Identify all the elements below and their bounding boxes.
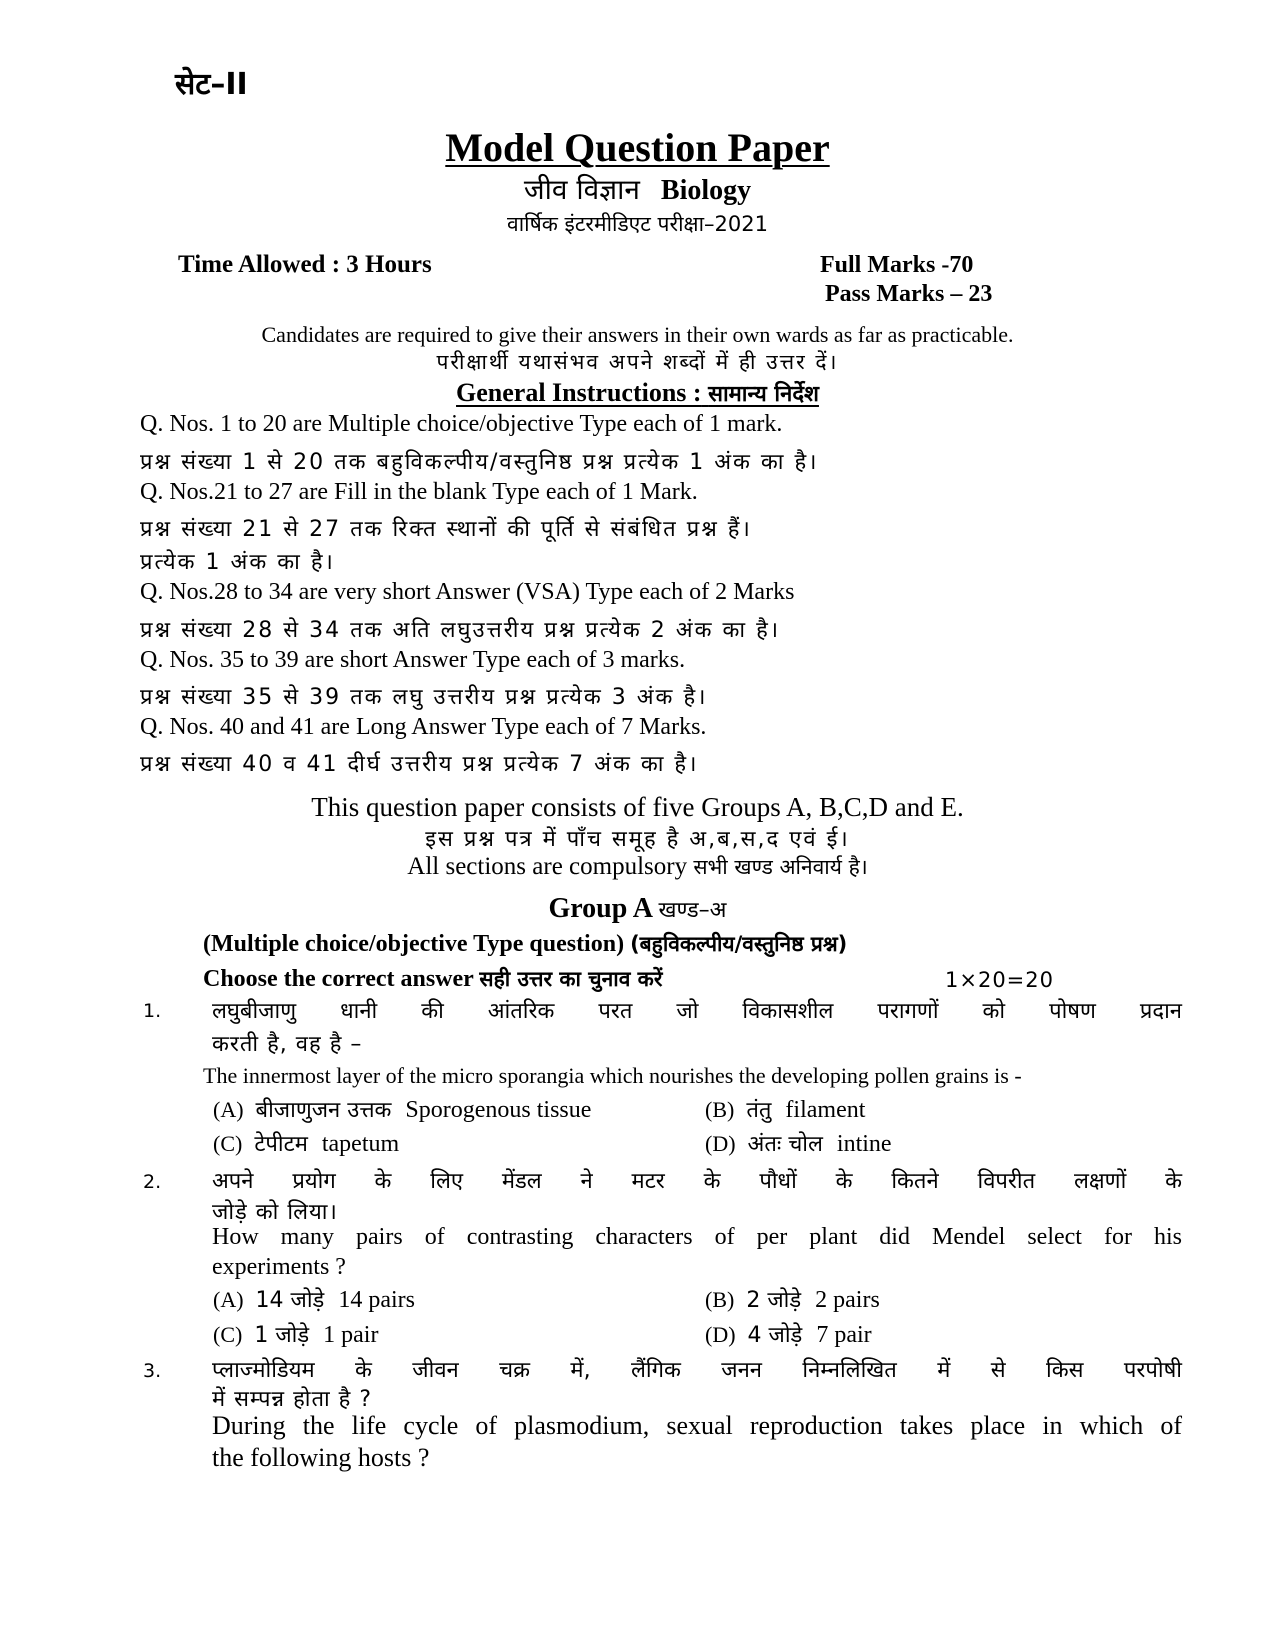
question-text-english: During the life cycle of plasmodium, sexual reproduction takes place in which of [212, 1411, 1182, 1440]
option-english: 14 pairs [338, 1287, 415, 1313]
option-label: (C) [213, 1322, 243, 1347]
question-number: 1. [143, 1000, 162, 1022]
instruction-line: Q. Nos. 40 and 41 are Long Answer Type each of 7 Marks. [140, 714, 707, 740]
time-allowed: Time Allowed : 3 Hours [178, 251, 432, 278]
group-a-type [203, 930, 847, 958]
group-a-english: Group A [548, 893, 652, 924]
option [705, 1128, 892, 1158]
option [705, 1284, 880, 1314]
option-hindi: तंतु [746, 1098, 772, 1123]
groups-hindi: इस प्रश्न पत्र में पाँच समूह है अ,ब,स,द एवं ई। [425, 827, 850, 852]
choose-english: Choose the correct answer [203, 966, 474, 992]
question-number: 3. [143, 1360, 162, 1382]
group-a-type-english: (Multiple choice/objective Type question) [203, 931, 625, 957]
group-a-choose [203, 965, 662, 993]
question-text-hindi: लघुबीजाणु धानी की आंतरिक परत जो विकासशील परागणों को पोषण प्रदान [212, 999, 1182, 1024]
option [705, 1094, 865, 1124]
instruction-line: Q. Nos. 1 to 20 are Multiple choice/objective Type each of 1 mark. [140, 411, 783, 437]
subject-hindi: जीव विज्ञान [523, 173, 640, 206]
instructions-heading [0, 378, 1275, 408]
question-text-hindi: अपने प्रयोग के लिए मेंडल ने मटर के पौधों के कितने विपरीत लक्षणों के [212, 1169, 1182, 1194]
option [705, 1319, 872, 1349]
option-english: 7 pair [816, 1322, 872, 1348]
instruction-line: Q. Nos. 35 to 39 are short Answer Type each of 3 marks. [140, 647, 686, 673]
option-label: (D) [705, 1322, 736, 1347]
question-number: 2. [143, 1171, 162, 1193]
option-hindi: 14 जोड़े [255, 1288, 325, 1313]
option-label: (D) [705, 1131, 736, 1156]
question-text-hindi: जोड़े को लिया। [212, 1200, 338, 1225]
option-hindi: 2 जोड़े [746, 1288, 802, 1313]
page-title [0, 124, 1275, 171]
question-text-hindi: प्लाज्मोडियम के जीवन चक्र में, लैंगिक जनन निम्नलिखित में से किस परपोषी [212, 1358, 1182, 1383]
question-text-english: How many pairs of contrasting characters of per plant did Mendel select for his [212, 1224, 1182, 1250]
option-hindi: अंतः चोल [747, 1132, 823, 1157]
compulsory-line [0, 853, 1275, 881]
option-hindi: बीजाणुजन उत्तक [255, 1098, 392, 1123]
option-english: 2 pairs [815, 1287, 880, 1313]
set-label: सेट–II [175, 67, 248, 102]
option-english: Sporogenous tissue [405, 1097, 592, 1123]
option-hindi: 4 जोड़े [747, 1323, 803, 1348]
question-text-english: The innermost layer of the micro sporangia which nourishes the developing pollen grains is - [203, 1063, 1022, 1088]
group-a-marks: 1×20=20 [945, 968, 1054, 992]
option-hindi: टेपीटम [254, 1132, 308, 1157]
compulsory-english: All sections are compulsory [407, 853, 688, 880]
page-title-text: Model Question Paper [445, 125, 830, 170]
choose-hindi: सही उत्तर का चुनाव करें [479, 967, 663, 991]
instructions-heading-english: General Instructions : [456, 378, 702, 407]
subject-english: Biology [660, 175, 752, 206]
instruction-line: प्रश्न संख्या 28 से 34 तक अति लघुउत्तरीय प्रश्न प्रत्येक 2 अंक का है। [140, 618, 781, 643]
question-text-english: the following hosts ? [212, 1443, 430, 1472]
pass-marks: Pass Marks – 23 [825, 281, 993, 307]
option-hindi: 1 जोड़े [254, 1323, 310, 1348]
instruction-line: Q. Nos.28 to 34 are very short Answer (VSA) Type each of 2 Marks [140, 579, 795, 605]
option-english: intine [836, 1131, 892, 1157]
question-text-hindi: करती है, वह है – [212, 1032, 363, 1057]
instruction-line: प्रत्येक 1 अंक का है। [140, 550, 335, 575]
subject-line [0, 170, 1275, 208]
group-a-hindi: खण्ड–अ [658, 898, 727, 923]
exam-name: वार्षिक इंटरमीडिएट परीक्षा–2021 [507, 212, 768, 236]
note-hindi: परीक्षार्थी यथासंभव अपने शब्दों में ही उत्तर दें। [436, 350, 839, 374]
option-label: (B) [705, 1097, 735, 1122]
option-label: (C) [213, 1131, 243, 1156]
option-label: (A) [213, 1287, 244, 1312]
option-label: (B) [705, 1287, 735, 1312]
group-a-type-hindi: (बहुविकल्पीय/वस्तुनिष्ठ प्रश्न) [630, 932, 848, 956]
option [213, 1284, 415, 1314]
instructions-heading-hindi: सामान्य निर्देश [708, 382, 819, 407]
groups-english: This question paper consists of five Groups A, B,C,D and E. [311, 792, 964, 822]
option-english: filament [785, 1097, 866, 1123]
option-english: 1 pair [323, 1322, 379, 1348]
compulsory-hindi: सभी खण्ड अनिवार्य है। [693, 855, 868, 879]
instruction-line: प्रश्न संख्या 1 से 20 तक बहुविकल्पीय/वस्तुनिष्ठ प्रश्न प्रत्येक 1 अंक का है। [140, 450, 819, 475]
full-marks: Full Marks -70 [820, 252, 974, 278]
instruction-line: प्रश्न संख्या 40 व 41 दीर्घ उत्तरीय प्रश्न प्रत्येक 7 अंक का है। [140, 752, 699, 777]
option-english: tapetum [321, 1131, 400, 1157]
instruction-line: Q. Nos.21 to 27 are Fill in the blank Type each of 1 Mark. [140, 479, 698, 505]
note-english: Candidates are required to give their answers in their own wards as far as practicable. [261, 322, 1014, 347]
instruction-line: प्रश्न संख्या 35 से 39 तक लघु उत्तरीय प्रश्न प्रत्येक 3 अंक है। [140, 685, 708, 710]
option-label: (A) [213, 1097, 244, 1122]
question-text-hindi: में सम्पन्न होता है ? [212, 1387, 373, 1412]
option [213, 1128, 399, 1158]
question-text-english: experiments ? [212, 1254, 346, 1280]
option [213, 1094, 591, 1124]
option [213, 1319, 378, 1349]
instruction-line: प्रश्न संख्या 21 से 27 तक रिक्त स्थानों की पूर्ति से संबंधित प्रश्न हैं। [140, 517, 752, 542]
group-a-heading [0, 893, 1275, 925]
